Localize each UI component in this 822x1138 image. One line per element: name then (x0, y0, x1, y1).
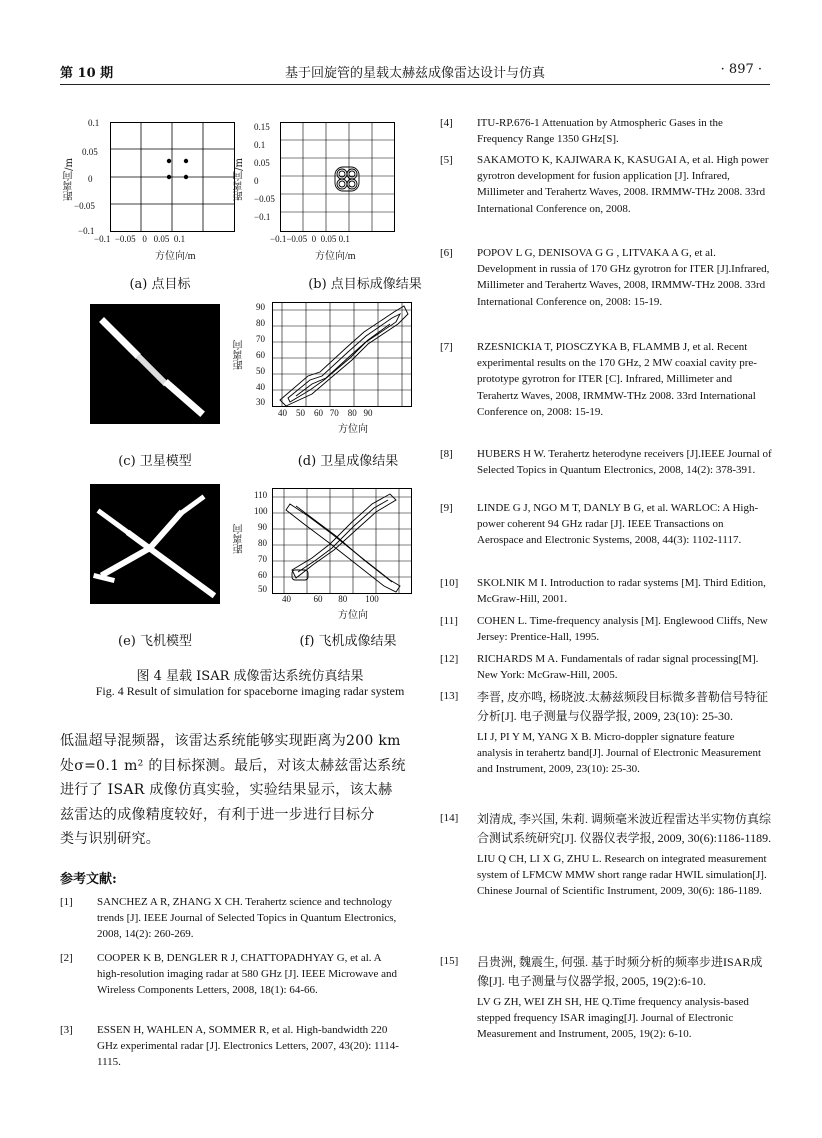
body-line: 进行了 ISAR 成像仿真实验，实验结果显示，该太赫 (60, 782, 393, 798)
figure-b-ylabel: 距离向/m (234, 158, 245, 201)
figure-f-ytick: 50 (258, 584, 267, 594)
body-paragraph (60, 729, 420, 852)
figure-b-caption: (b) 点目标成像结果 (308, 277, 422, 292)
figure-d-ytick: 40 (256, 382, 265, 392)
page-number: · 897 · (720, 62, 762, 77)
figure-d-ytick: 70 (256, 334, 265, 344)
figure-d-ytick: 60 (256, 350, 265, 360)
figure-a-xticks: −0.1 −0.05 0 0.05 0.1 (94, 234, 186, 244)
figure-f-xlabel: 方位向 (338, 610, 368, 621)
body-line: 处σ=0.1 m² 的目标探测。最后，对该太赫兹雷达系统 (60, 757, 406, 774)
reference-item: [15] 吕贵洲, 魏震生, 何强. 基于时频分析的频率步进ISAR成像[J]. 电子测量与仪器学报, 2005, 19(2):6-10. LV G ZH, WEI ZH SH, HE Q.Time frequency analysis-based stepped frequency ISAR imaging[J]. Journal of Electronic Measurement and Instrument, 2005, 19(2): 6-10. (440, 955, 763, 1041)
figure-a (60, 118, 240, 308)
figure-b-ytick: 0.15 (254, 122, 270, 132)
contour-cluster (335, 167, 359, 191)
point-targets (167, 159, 188, 179)
figure-e (60, 484, 250, 654)
reference-item: [12] RICHARDS M A. Fundamentals of radar signal processing[M]. New York: McGraw-Hill, 2005. (440, 653, 759, 682)
figure-d-ylabel: 距离向 (234, 340, 245, 370)
figure-caption-en: Fig. 4 Result of simulation for spaceborne imaging radar system (95, 684, 405, 698)
reference-item: [11] COHEN L. Time-frequency analysis [M]. Englewood Cliffs, New Jersey: Prentice-Hall, 1995. (440, 615, 768, 644)
figure-b-ytick: 0.1 (254, 140, 266, 150)
references-heading: 参考文献: (60, 872, 117, 887)
reference-item: [6] POPOV L G, DENISOVA G G , LITVAKA A G, et al. Development in russia of 170 GHz gyrotron for ITER [J].Infrared, Millimeter and Terahertz Waves, 2008, IRMMW-THz 2008. 33rd International Conference on, 2008: 15-19. (440, 247, 770, 308)
figure-e-caption: (e) 飞机模型 (118, 634, 192, 649)
figure-d-plot (272, 302, 412, 407)
reference-item: [14] 刘清成, 李兴国, 朱莉. 调频毫米波近程雷达半实物仿真综合测试系统研究[J]. 仪器仪表学报, 2009, 30(6):1186-1189. LIU Q CH, LI X G, ZHU L. Research on integrated measurement system of LFMCW MMW short range radar HWIL simulation[J]. Chinese Journal of Scientific Instrument, 2009, 30(6): 186-1189. (440, 812, 772, 898)
reference-item: [7] RZESNICKIA T, PIOSCZYKA B, FLAMMB J, et al. Recent experimental results on the 170 GHz, 2 MW coaxial cavity pre-prototype gyrotron for ITER [C]. Infrared, Millimeter and Terahertz Waves, 2008, IRMMW-THz 2008. 33rd International Conference on, 2008: 15-19. (440, 341, 757, 418)
figure-a-ytick: 0.1 (88, 118, 100, 128)
running-title: 基于回旋管的星载太赫兹成像雷达设计与仿真 (284, 66, 545, 81)
figure-d-ytick: 30 (256, 397, 265, 407)
aircraft-model-image (90, 484, 220, 604)
body-line: 类与识别研究。 (60, 831, 161, 847)
figure-d-xticks: 40 50 60 70 80 90 (278, 408, 373, 418)
figure-b (234, 118, 440, 308)
figure-a-ytick: 0 (88, 174, 93, 184)
reference-item: [3] ESSEN H, WAHLEN A, SOMMER R, et al. High-bandwidth 220 GHz experimental radar [J]. Electronics Letters, 2007, 43(20): 1114-1115. (60, 1024, 399, 1069)
issue-number: 第 10 期 (60, 66, 114, 81)
figure-c (60, 300, 250, 470)
reference-item: [5] SAKAMOTO K, KAJIWARA K, KASUGAI A, et al. High power gyrotron development for fusion application [J]. Infrared, Millimeter and Terahertz Waves, 2008. IRMMW-THz 2008. 33rd International Conference on, 2008. (440, 154, 769, 215)
reference-item: [9] LINDE G J, NGO M T, DANLY B G, et al. WARLOC: A High-power coherent 94 GHz radar [J]. IEEE Transactions on Aerospace and Electronic Systems, 2008, 44(3): 1102-1117. (440, 502, 759, 547)
satellite-contours (280, 306, 408, 406)
figure-b-ytick: 0.05 (254, 158, 270, 168)
running-header (60, 62, 770, 85)
reference-item: [2] COOPER K B, DENGLER R J, CHATTOPADHYAY G, et al. A high-resolution imaging radar at 580 GHz [J]. IEEE Microwave and Wireless Components Letters, 2008, 18(1): 64-66. (60, 952, 397, 997)
figure-a-caption: (a) 点目标 (129, 277, 191, 292)
figure-f-xticks: 40 60 80 100 (282, 594, 379, 604)
figure-f-ylabel: 距离向 (234, 524, 245, 554)
figure-c-caption: (c) 卫星模型 (118, 454, 192, 469)
reference-item: [13] 李晋, 皮亦鸣, 杨晓波.太赫兹频段目标微多普勒信号特征分析[J]. 电子测量与仪器学报, 2009, 23(10): 25-30. LI J, PI Y M, YANG X B. Micro-doppler signature feature analysis in terahertz band[J]. Journal of Electronic Measurement and Instrument, 2009, 23(10): 25-30. (440, 690, 769, 776)
figure-a-ytick: −0.1 (78, 226, 95, 236)
figure-b-ytick: 0 (254, 176, 259, 186)
figure-b-ytick: −0.1 (254, 212, 271, 222)
reference-item: [4] ITU-RP.676-1 Attenuation by Atmospheric Gases in the Frequency Range 1350 GHz[S]. (440, 117, 723, 146)
figure-d (228, 300, 438, 470)
body-line: 兹雷达的成像精度较好，有利于进一步进行目标分 (60, 806, 375, 823)
figure-f-caption: (f) 飞机成像结果 (299, 634, 397, 649)
satellite-model-image (90, 304, 220, 424)
figure-d-ytick: 80 (256, 318, 265, 328)
figure-f-ytick: 90 (258, 522, 267, 532)
reference-item: [10] SKOLNIK M I. Introduction to radar systems [M]. Third Edition, McGraw-Hill, 2001. (440, 577, 766, 606)
figure-d-ytick: 50 (256, 366, 265, 376)
figure-b-plot (280, 122, 395, 232)
figure-f-ytick: 60 (258, 570, 267, 580)
figure-f-ytick: 70 (258, 554, 267, 564)
figure-f-ytick: 100 (254, 506, 268, 516)
figure-d-ytick: 90 (256, 302, 265, 312)
reference-item: [8] HUBERS H W. Terahertz heterodyne receivers [J].IEEE Journal of Selected Topics in Quantum Electronics, 2008, 14(2): 378-391. (440, 448, 772, 477)
figure-a-xlabel: 方位向/m (155, 251, 196, 262)
figure-d-xlabel: 方位向 (338, 424, 368, 435)
figure-b-xlabel: 方位向/m (315, 251, 356, 262)
figure-d-caption: (d) 卫星成像结果 (297, 454, 399, 469)
figure-a-plot (110, 122, 235, 232)
figure-caption-cn: 图 4 星载 ISAR 成像雷达系统仿真结果 (136, 669, 364, 684)
figure-a-ylabel: 距离向/m (64, 158, 75, 201)
figure-f-ytick: 80 (258, 538, 267, 548)
figure-a-ytick: −0.05 (74, 201, 95, 211)
figure-f-ytick: 110 (254, 490, 268, 500)
figure-b-xticks: −0.1−0.05 0 0.05 0.1 (270, 234, 350, 244)
body-line: 低温超导混频器，该雷达系统能够实现距离为200 km (60, 733, 401, 749)
figure-a-ytick: 0.05 (82, 147, 98, 157)
figure-f (228, 484, 438, 654)
figure-b-ytick: −0.05 (254, 194, 275, 204)
figure-f-plot (272, 488, 412, 594)
reference-item: [1] SANCHEZ A R, ZHANG X CH. Terahertz science and technology trends [J]. IEEE Journal of Selected Topics in Quantum Electronics, 2008, 14(2): 260-269. (60, 896, 397, 941)
